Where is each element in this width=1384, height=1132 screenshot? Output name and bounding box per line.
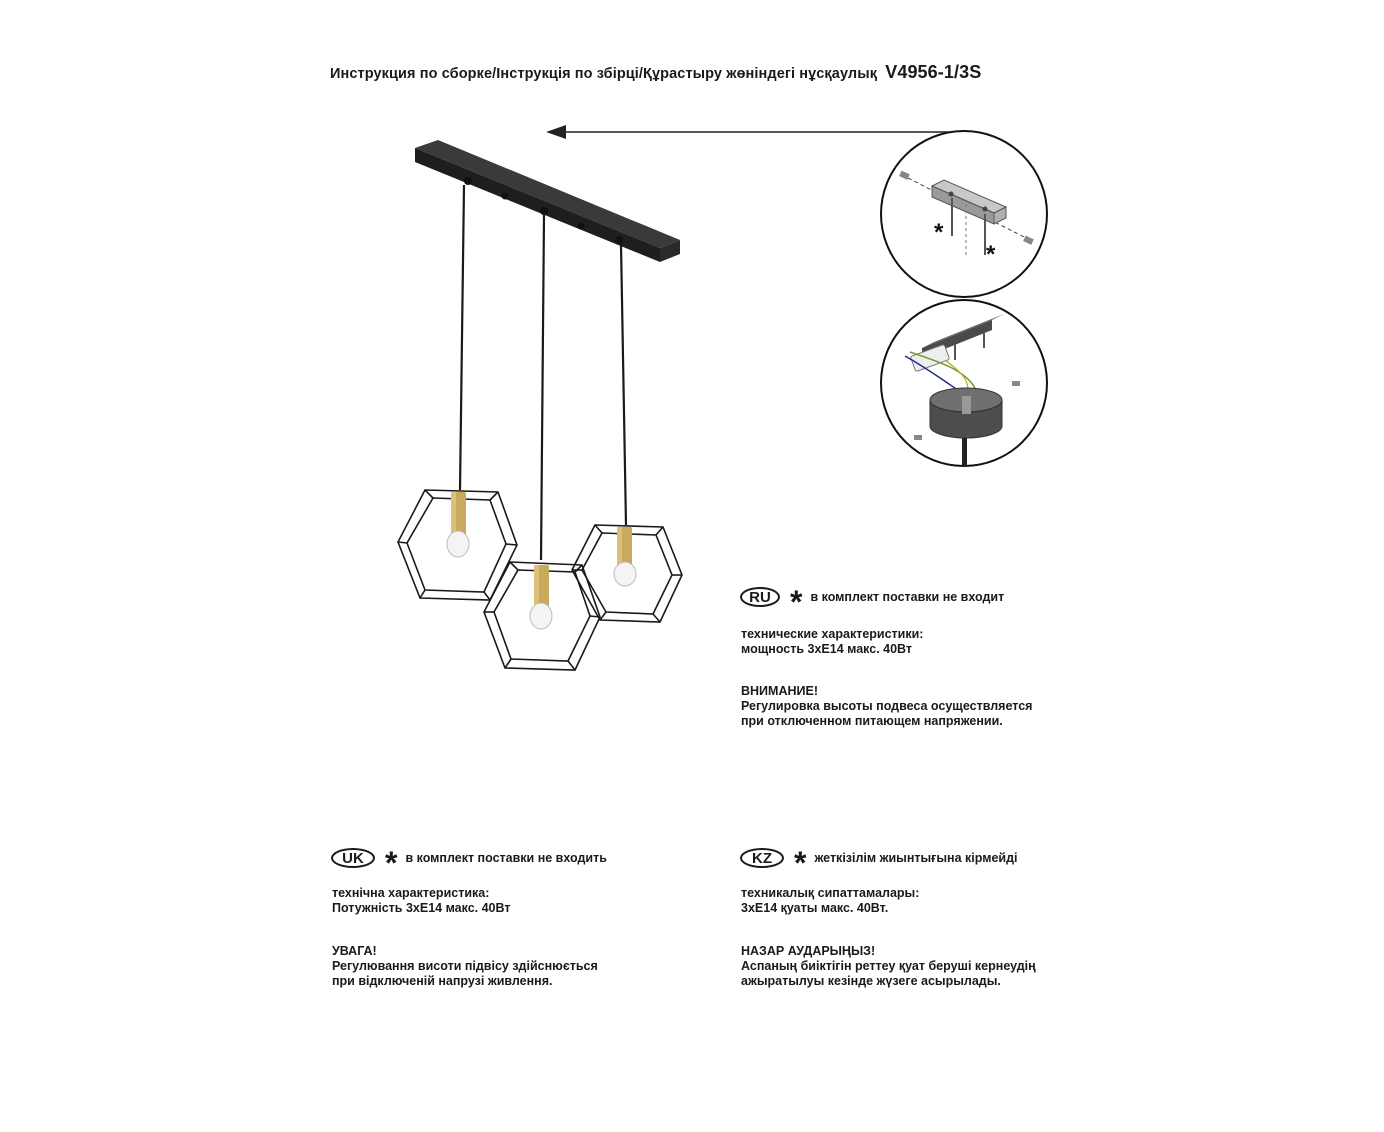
- uk-spec-value: Потужність 3хЕ14 макс. 40Вт: [332, 901, 511, 915]
- uk-warn-title: УВАГА!: [332, 944, 377, 958]
- kz-warn-title: НАЗАР АУДАРЫҢЫЗ!: [741, 944, 876, 958]
- ru-spec: [741, 627, 923, 657]
- ru-note: в комплект поставки не входит: [810, 590, 1005, 604]
- kz-spec-value: 3хЕ14 қуаты макс. 40Вт.: [741, 901, 889, 915]
- model-number: V4956-1/3S: [885, 62, 982, 82]
- ru-header: [740, 582, 1005, 620]
- asterisk-icon: *: [794, 845, 807, 881]
- uk-warn-line1: Регулювання висоти підвісу здійснюється: [332, 959, 598, 973]
- uk-warn-line2: при відключеній напрузі живлення.: [332, 974, 553, 988]
- title-text: Инструкция по сборке/Інструкція по збірці/Құрастыру жөніндегі нұсқаулық: [330, 66, 878, 82]
- ru-warn-title: ВНИМАНИЕ!: [741, 684, 818, 698]
- ru-warn-line1: Регулировка высоты подвеса осуществляется: [741, 699, 1033, 713]
- ru-warning: [741, 684, 1032, 729]
- left-arrow-icon: [546, 125, 972, 139]
- ru-badge: RU: [740, 587, 780, 607]
- kz-warning: [741, 944, 1036, 989]
- ru-spec-title: технические характеристики:: [741, 627, 924, 641]
- kz-warn-line1: Аспаның биіктігін реттеу қуат беруші кернеудің: [741, 959, 1036, 973]
- ceiling-bar-illustration: [415, 140, 680, 262]
- asterisk-icon: *: [385, 845, 398, 881]
- detail-star-right: *: [986, 241, 996, 268]
- asterisk-icon: *: [790, 584, 803, 620]
- uk-note: в комплект поставки не входить: [405, 851, 607, 865]
- mounting-bracket-detail: [881, 131, 1047, 297]
- kz-spec: [741, 886, 919, 916]
- kz-note: жеткізілім жиынтығына кірмейді: [814, 851, 1018, 865]
- uk-spec-title: технічна характеристика:: [332, 886, 490, 900]
- kz-warn-line2: ажыратылуы кезінде жүзеге асырылады.: [741, 974, 1001, 988]
- kz-badge: KZ: [740, 848, 784, 868]
- wiring-detail: [881, 300, 1047, 466]
- uk-warning: [332, 944, 598, 989]
- pendant-cords: [460, 185, 626, 560]
- ru-spec-value: мощность 3хЕ14 макс. 40Вт: [741, 642, 913, 656]
- uk-badge: UK: [331, 848, 375, 868]
- kz-header: [740, 843, 1018, 881]
- detail-star-left: *: [934, 219, 944, 246]
- uk-spec: [332, 886, 511, 916]
- ru-warn-line2: при отключенном питающем напряжении.: [741, 714, 1003, 728]
- kz-spec-title: техникалық сипаттамалары:: [741, 886, 920, 900]
- uk-header: [331, 843, 607, 881]
